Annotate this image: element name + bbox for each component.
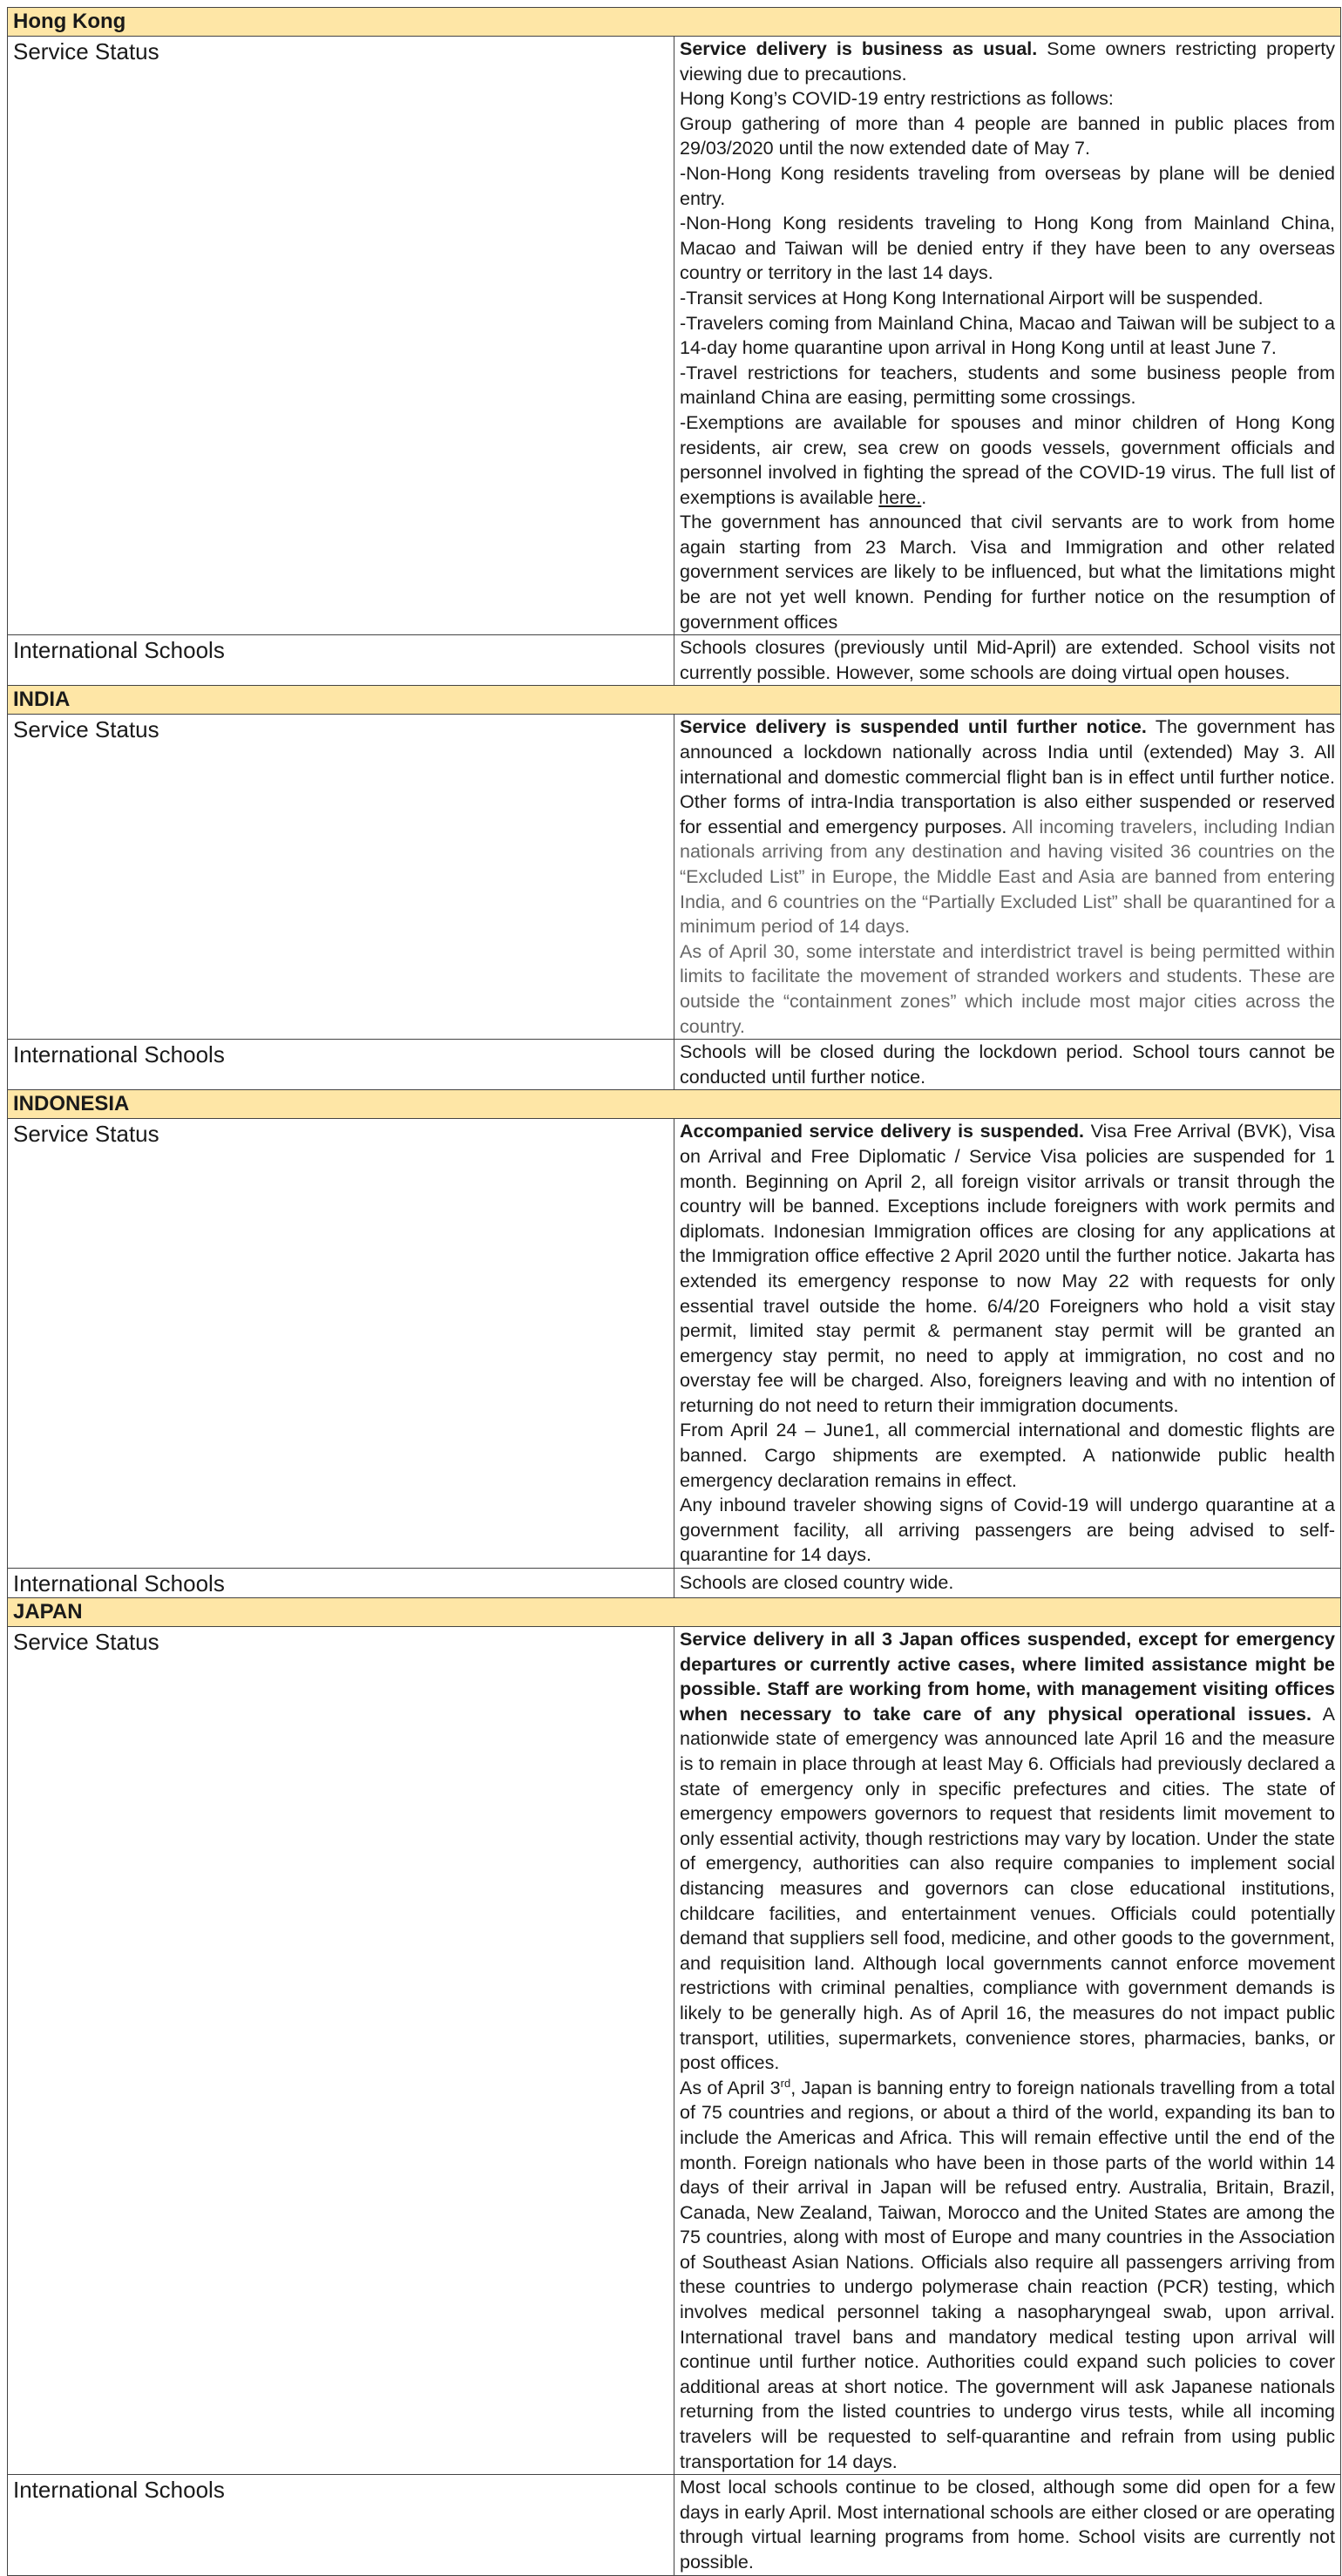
- country-name: INDONESIA: [8, 1090, 1341, 1119]
- paragraph: -Transit services at Hong Kong International Airport will be suspended.: [680, 287, 1264, 308]
- row-label: Service Status: [8, 1627, 674, 2475]
- table-row-india-service: [8, 715, 1341, 1040]
- country-header-hong-kong: [8, 8, 1341, 37]
- paragraph-gray: All incoming travelers, including Indian nationals arriving from any destination and having visited 36 countries on the “Excluded List” in Europe, the Middle East and Asia are banned from entering India, and 6 countries on the “Partially Excluded List” shall be quarantined for a minimum period of 14 days.: [680, 816, 1335, 938]
- schools-text: Schools closures (previously until Mid-April) are extended. School visits not currently possible. However, some schools are doing virtual open houses.: [674, 635, 1341, 686]
- service-lead: Service delivery in all 3 Japan offices suspended, except for emergency departures or currently active cases, where limited assistance might be possible. Staff are working from home, with management visiting offices when necessary to take care of any physical operational issues.: [680, 1629, 1335, 1725]
- schools-text: Most local schools continue to be closed, although some did open for a few days in early April. Most international schools are either closed or are operating through virtual learning programs from home. School visits are currently not possible.: [674, 2475, 1341, 2575]
- row-label: International Schools: [8, 2475, 674, 2575]
- document-page: [7, 7, 1342, 2576]
- paragraph: From April 24 – June1, all commercial international and domestic flights are banned. Cargo shipments are exempted. A nationwide public health emergency declaration remains in effect.: [680, 1420, 1335, 1491]
- table-row-indonesia-schools: [8, 1569, 1341, 1598]
- paragraph: Hong Kong’s COVID-19 entry restrictions as follows:: [680, 88, 1114, 110]
- country-header-japan: [8, 1598, 1341, 1627]
- paragraph: -Non-Hong Kong residents traveling to Hong Kong from Mainland China, Macao and Taiwan will be denied entry if they have been to any overseas country or territory in the last 14 days.: [680, 213, 1335, 284]
- table-row-india-schools: [8, 1040, 1341, 1090]
- schools-text: Schools will be closed during the lockdown period. School tours cannot be conducted until further notice.: [674, 1040, 1341, 1090]
- service-lead: Service delivery is suspended until further notice.: [680, 716, 1147, 738]
- service-lead-rest: Visa Free Arrival (BVK), Visa on Arrival and Free Diplomatic / Service Visa policies are suspended for 1 month. Beginning on April 2, all foreign visitor arrivals or transit through the country will be banned. Exceptions include foreigners with work permits and diplomats. Indonesian Immigration offices are closing for any applications at the Immigration office effective 2 April 2020 until the further notice. Jakarta has extended its emergency response to now May 22 with requests for only essential travel outside the home. 6/4/20 Foreigners who hold a visit stay permit, limited stay permit & permanent stay permit will be granted an emergency stay permit, no need to apply at immigration, no cost and no overstay fee will be charged. Also, foreigners leaving and with no intention of returning do not need to return their immigration documents.: [680, 1121, 1335, 1416]
- country-header-india: [8, 686, 1341, 715]
- country-header-indonesia: [8, 1090, 1341, 1119]
- ordinal-suffix: rd: [780, 2076, 791, 2090]
- schools-text: Schools are closed country wide.: [674, 1569, 1341, 1598]
- service-status-text: [674, 1119, 1341, 1569]
- country-name: JAPAN: [8, 1598, 1341, 1627]
- row-label: Service Status: [8, 715, 674, 1040]
- row-label: Service Status: [8, 37, 674, 635]
- service-lead-rest: Some owners restricting property viewing due to precautions.: [680, 38, 1336, 85]
- exemptions-link[interactable]: here.: [878, 486, 922, 508]
- paragraph: -Exemptions are available for spouses and minor children of Hong Kong residents, air crew, sea crew on goods vessels, government officials and personnel involved in fighting the spread of the COVID-19 virus. The full list of exemptions is available: [680, 411, 1335, 508]
- paragraph: -Travelers coming from Mainland China, Macao and Taiwan will be subject to a 14-day home quarantine upon arrival in Hong Kong until at least June 7.: [680, 312, 1335, 359]
- row-label: International Schools: [8, 1569, 674, 1598]
- service-status-text: [674, 1627, 1341, 2475]
- paragraph: -Travel restrictions for teachers, students and some business people from mainland China are easing, permitting some crossings.: [680, 362, 1335, 409]
- paragraph-rest: , Japan is banning entry to foreign nationals travelling from a total of 75 countries and regions, or about a third of the world, expanding its ban to include the Americas and Africa. This will remain effective until the end of the month. Foreign nationals who have been in those parts of the world within 14 days of their arrival in Japan will be refused entry. Australia, Britain, Brazil, Canada, New Zealand, Taiwan, Morocco and the United States are among the 75 countries, along with most of Europe and many countries in the Association of Southeast Asian Nations. Officials also require all passengers arriving from these countries to undergo polymerase chain reaction (PCR) testing, which involves medical personnel taking a nasopharyngeal swab, upon arrival. International travel bans and mandatory medical testing upon arrival will continue until further notice. Authorities could expand such policies to cover additional areas at short notice. The government will ask Japanese nationals returning from the listed countries to undergo virus tests, while all incoming travelers will be requested to self-quarantine and refrain from using public transportation for 14 days.: [680, 2077, 1335, 2472]
- service-lead-rest: A nationwide state of emergency was announced late April 16 and the measure is to remain in place through at least May 6. Officials had previously declared a state of emergency only in specific prefectures and cities. The state of emergency empowers governors to request that residents limit movement to only essential activity, though restrictions may vary by location. Under the state of emergency, authorities can also require companies to implement social distancing measures and governors can close educational institutions, childcare facilities, and entertainment venues. Officials could potentially demand that suppliers sell food, medicine, and other goods to the government, and requisition land. Although local governments cannot enforce movement restrictions with criminal penalties, compliance with government demands is likely to be generally high. As of April 16, the measures do not impact public transport, utilities, supermarkets, convenience stores, pharmacies, banks, or post offices.: [680, 1703, 1335, 2074]
- table-row-japan-schools: [8, 2475, 1341, 2575]
- paragraph: -Non-Hong Kong residents traveling from overseas by plane will be denied entry.: [680, 162, 1335, 209]
- table-row-japan-service: [8, 1627, 1341, 2475]
- paragraph: The government has announced that civil servants are to work from home again starting from 23 March. Visa and Immigration and other related government services are likely to be influenced, but what the limitations might be are not yet well known. Pending for further notice on the resumption of government offices: [680, 512, 1335, 633]
- service-lead-rest: The government has announced a lockdown nationally across India until (extended) May 3. All international and domestic commercial flight ban is in effect until further notice. Other forms of intra-India transportation is also either suspended or reserved for essential and emergency purposes.: [680, 716, 1335, 837]
- service-lead: Service delivery is business as usual.: [680, 38, 1038, 59]
- paragraph-gray: As of April 30, some interstate and interdistrict travel is being permitted within limits to facilitate the movement of stranded workers and students. These are outside the “containment zones” which include most major cities across the country.: [680, 940, 1335, 1037]
- table-row-indonesia-service: [8, 1119, 1341, 1569]
- paragraph: As of April 3: [680, 2077, 781, 2098]
- table-row-hk-schools: [8, 635, 1341, 686]
- paragraph: Any inbound traveler showing signs of Covid-19 will undergo quarantine at a government facility, all arriving passengers are being advised to self-quarantine for 14 days.: [680, 1495, 1335, 1566]
- table-row-hk-service: [8, 37, 1341, 635]
- row-label: International Schools: [8, 1040, 674, 1090]
- service-lead: Accompanied service delivery is suspended.: [680, 1121, 1085, 1142]
- country-status-table: [7, 7, 1341, 2576]
- row-label: Service Status: [8, 1119, 674, 1569]
- service-status-text: [674, 715, 1341, 1040]
- row-label: International Schools: [8, 635, 674, 686]
- country-name: INDIA: [8, 686, 1341, 715]
- country-name: Hong Kong: [8, 8, 1341, 37]
- service-status-text: [674, 37, 1341, 635]
- paragraph-end: .: [921, 486, 927, 508]
- paragraph: Group gathering of more than 4 people are banned in public places from 29/03/2020 until the now extended date of May 7.: [680, 112, 1335, 159]
